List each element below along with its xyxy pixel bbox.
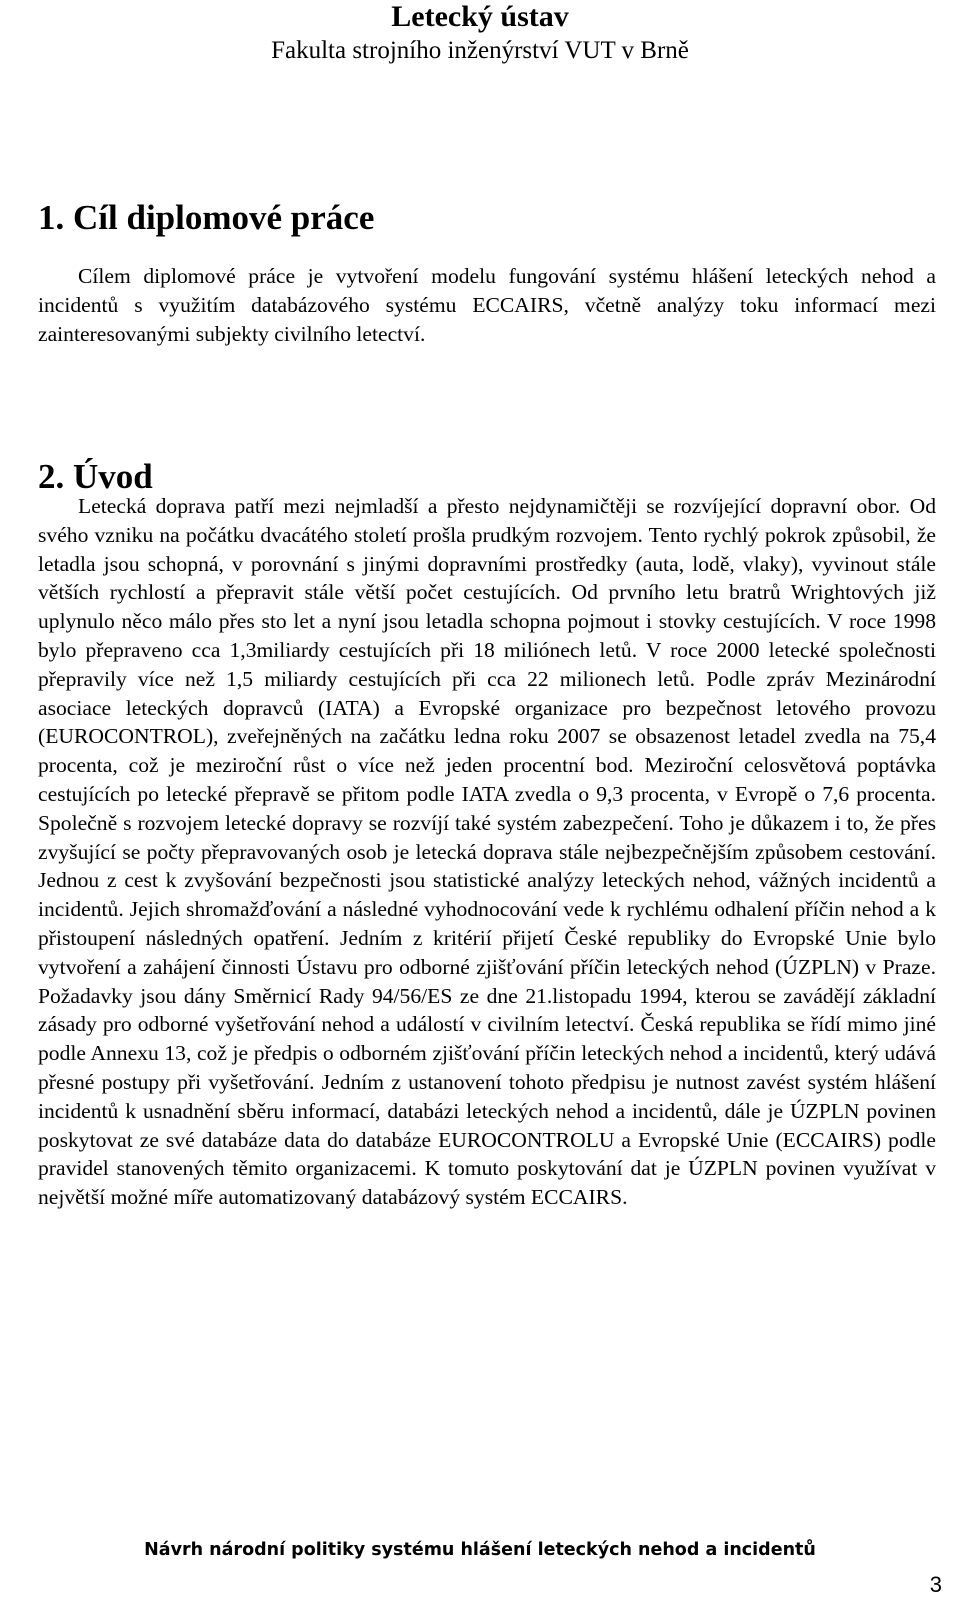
section-2-heading: 2. Úvod [38,457,153,496]
section-1-paragraph: Cílem diplomové práce je vytvoření modelu fungování systému hlášení leteckých nehod a incidentů s využitím databázového systému ECCAIRS, včetně analýzy toku informací mezi zainteresovanými subjekty civilního letectví. [38,264,936,346]
section-2-paragraph: Letecká doprava patří mezi nejmladší a přesto nejdynamičtěji se rozvíjející dopravní obor. Od svého vzniku na počátku dvacátého století prošla prudkým rozvojem. Tento rychlý pokrok způsobil, že letadla jsou schopná, v porovnání s jinými dopravními prostředky (auta, lodě, vlaky), vyvinout stále větších rychlostí a přepravit stále větší počet cestujících. Od prvního letu bratrů Wrightových již uplynulo něco málo přes sto let a nyní jsou letadla schopna pojmout i stovky cestujících. V roce 1998 bylo přepraveno cca 1,3miliardy cestujících při 18 miliónech letů. V roce 2000 letecké společnosti přepravily více než 1,5 miliardy cestujících při cca 22 milionech letů. Podle zpráv Mezinárodní asociace leteckých dopravců (IATA) a Evropské organizace pro bezpečnost letového provozu (EUROCONTROL), zveřejněných na začátku ledna roku 2007 se obsazenost letadel zvedla na 75,4 procenta, což je meziroční růst o více než jeden procentní bod. Meziroční celosvětová poptávka cestujících po letecké přepravě se přitom podle IATA zvedla o 9,3 procenta, v Evropě o 7,6 procenta. Společně s rozvojem letecké dopravy se rozvíjí také systém zabezpečení. Toho je důkazem i to, že přes zvyšující se počty přepravovaných osob je letecká doprava stále nejbezpečnějším způsobem cestování. Jednou z cest k zvyšování bezpečnosti jsou statistické analýzy leteckých nehod, vážných incidentů a incidentů. Jejich shromažďování a následné vyhodnocování vede k rychlému odhalení příčin nehod a k přistoupení následných opatření. Jedním z kritérií přijetí České republiky do Evropské Unie bylo vytvoření a zahájení činnosti Ústavu pro odborné zjišťování příčin leteckých nehod (ÚZPLN) v Praze. Požadavky jsou dány Směrnicí Rady 94/56/ES ze dne 21.listopadu 1994, kterou se zavádějí základní zásady pro odborné vyšetřování nehod a událostí v civilním letectví. Česká republika se řídí mimo jiné podle Annexu 13, což je předpis o odborném zjišťování příčin leteckých nehod a incidentů, který udává přesné postupy při vyšetřování. Jedním z ustanovení tohoto předpisu je nutnost zavést systém hlášení incidentů k usnadnění sběru informací, databázi leteckých nehod a incidentů, dále je ÚZPLN povinen poskytovat ze své databáze data do databáze EUROCONTROLU a Evropské Unie (ECCAIRS) podle pravidel stanovených těmito organizacemi. K tomuto poskytování dat je ÚZPLN povinen využívat v největší možné míře automatizovaný databázový systém ECCAIRS. [38,494,936,1210]
header-subtitle: Fakulta strojního inženýrství VUT v Brně [271,37,689,64]
header-title: Letecký ústav [391,0,569,33]
section-1-heading: 1. Cíl diplomové práce [38,198,375,237]
page-number: 3 [929,1572,942,1597]
footer-text: Návrh národní politiky systému hlášení leteckých nehod a incidentů [144,1540,816,1560]
